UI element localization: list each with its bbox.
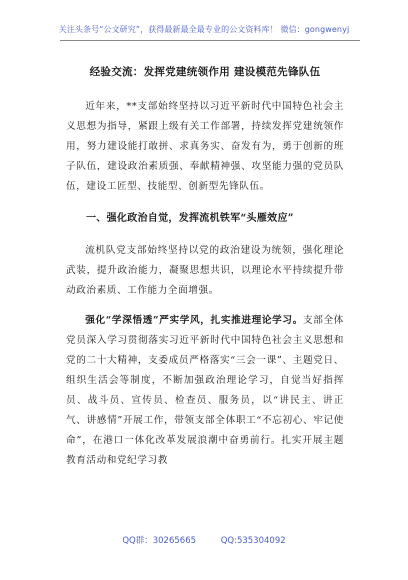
subsection-lead: 强化“学深悟透”严实学风，扎实推进理论学习。 — [85, 315, 303, 326]
footer-qq-group: QQ群：30265665 — [122, 536, 197, 546]
footer-contact — [0, 534, 408, 546]
header-promo-note: 关注头条号“公文研究”，获得最新最全最专业的公文资料库！ 微信：gongwenyj — [58, 25, 350, 34]
header-divider — [60, 40, 360, 41]
section-1-heading: 一、强化政治自觉，发挥流机铁军“头雁效应” — [86, 213, 294, 224]
intro-paragraph: 近年来，**支部始终坚持以习近平新时代中国特色社会主义思想为指导，紧跟上级有关工作部署，持续发挥党建统领作用，努力建设能打敢拼、求真务实、奋发有为，勇于创新的班子队伍，建设政治素质强、奉献精神强、攻坚能力强的党员队伍，建设工匠型、技能型、创新型先锋队伍。 — [66, 101, 344, 192]
footer-qq-number: QQ:535304092 — [220, 536, 286, 546]
subsection-body: 支部全体党员深入学习贯彻落实习近平新时代中国特色社会主义思想和党的二十大精神，支委成员严格落实“三会一课”、主题党日、组织生活会等制度，不断加强政治理论学习，自觉当好指挥员、战斗员、宣传员、检查员、服务员，以“讲民主、讲正气、讲感情”开展工作，带领支部全体职工“不忘初心、牢记使命”，在港口一体化改革发展浪潮中奋勇前行。扎实开展主题教育活动和党纪学习教 — [66, 315, 344, 466]
document-title: 经验交流：发挥党建统领作用 建设模范先锋队伍 — [89, 66, 321, 78]
section-1-paragraph: 流机队党支部始终坚持以党的政治建设为统领，强化理论武装，提升政治能力，凝聚思想共识，以理论水平持续提升带动政治素质、工作能力全面增强。 — [66, 245, 344, 296]
document-body — [66, 54, 344, 471]
subsection-paragraph — [66, 311, 344, 471]
